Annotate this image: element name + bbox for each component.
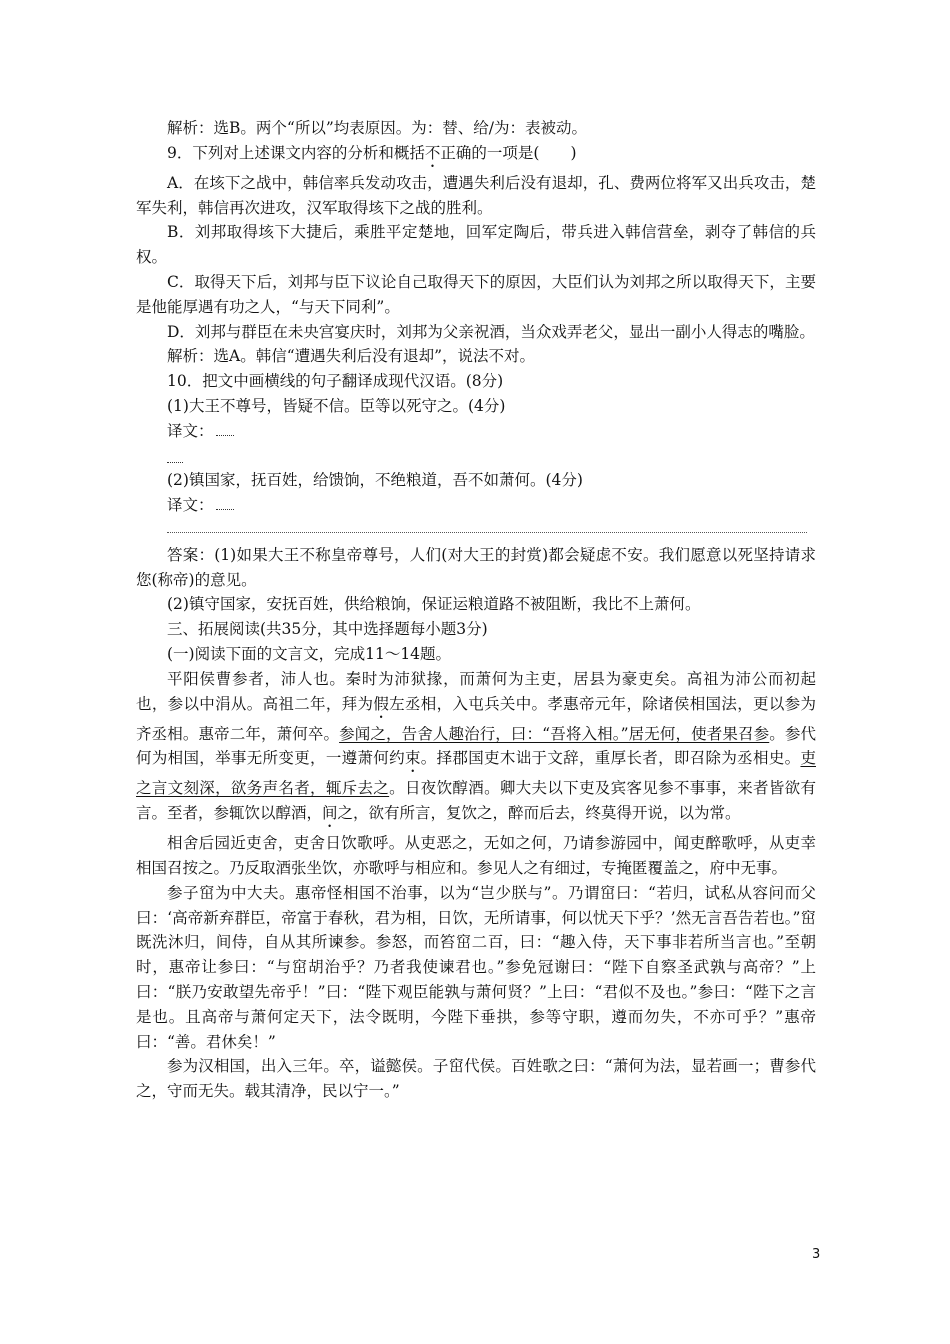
underlined-sentence-1: 参闻之，告舍人趣治行，曰：“吾将入相。”居无何，使者果召参 [339, 724, 770, 743]
emphasis-shu: 束 [404, 749, 421, 768]
document-page [136, 116, 816, 1104]
q9-option-a: A．在垓下之战中，韩信率兵发动攻击，遭遇失利后没有退却，孔、费两位将军又出兵攻击，楚军失利，韩信再次进攻，汉军取得垓下之战的胜利。 [136, 173, 816, 217]
answer-line [167, 462, 183, 463]
q9-emphasis: 不 [424, 143, 441, 162]
text-run: 。参代何为相国，举事无所变更，一遵萧何约 [136, 724, 816, 768]
translation-label-2: 译文： [167, 496, 214, 515]
underlined-sentence-2: 吏之言文刻深，欲务声名者，辄斥去之 [136, 749, 816, 798]
emphasis-jia: 假 [373, 694, 390, 713]
text-run: 。日夜饮醇酒。卿大夫以下吏及宾客见参不事事，来者皆欲有言。至者，参辄饮以醇酒， [136, 779, 816, 823]
q9-option-b: B．刘邦取得垓下大捷后，乘胜平定楚地，回军定陶后，带兵进入韩信营垒，剥夺了韩信的兵权。 [136, 223, 816, 267]
answer-line [216, 435, 234, 436]
q10-question: 10．把文中画横线的句子翻译成现代汉语。(8分) [167, 372, 504, 391]
q9-option-c: C．取得天下后，刘邦与臣下议论自己取得天下的原因，大臣们认为刘邦之所以取得天下，主要是他能厚遇有功之人，“与天下同利”。 [136, 272, 816, 316]
page-number: 3 [812, 1247, 821, 1262]
q9-analysis: 解析：选A。韩信“遭遇失利后没有退却”，说法不对。 [167, 347, 536, 366]
section-3-title: 三、拓展阅读(共35分，其中选择题每小题3分) [167, 620, 488, 639]
q10-answer-1: 答案：(1)如果大王不称皇帝尊号，人们(对大王的封赏)都会疑虑不安。我们愿意以死坚持请求您(称帝)的意见。 [136, 545, 816, 589]
q8-analysis: 解析：选B。两个“所以”均表原因。为：替、给/为：表被动。 [167, 119, 587, 137]
q10-answer-2: (2)镇守国家，安抚百姓，供给粮饷，保证运粮道路不被阻断，我比不上萧何。 [167, 595, 701, 614]
text-run: 之，欲有所言，复饮之，醉而后去，终莫得开说，以为常。 [337, 804, 741, 823]
q9-text-end: 正确的一项是( ) [440, 143, 577, 162]
answer-line [216, 509, 234, 510]
translation-label-1: 译文： [167, 421, 214, 440]
q9-option-d: D．刘邦与群臣在未央宫宴庆时，刘邦为父亲祝酒，当众戏弄老父，显出一副小人得志的嘴脸。 [167, 322, 815, 341]
answer-blank-2 [136, 518, 816, 543]
answer-blank-1 [136, 444, 816, 469]
answer-line [167, 532, 807, 533]
translation-2 [136, 493, 816, 518]
passage-paragraph-2: 相舍后园近吏舍，吏舍日饮歌呼。从吏恶之，无如之何，乃请参游园中，闻吏醉歌呼，从吏幸相国召按之。乃反取酒张坐饮，亦歌呼与相应和。参见人之有细过，专掩匿覆盖之，府中无事。 [136, 834, 816, 877]
passage-paragraph-1 [136, 667, 816, 831]
passage-paragraph-3: 参子窋为中大夫。惠帝怪相国不治事，以为“岂少朕与”。乃谓窋曰：“若归，试私从容问而父曰：‘高帝新弃群臣，帝富于春秋，君为相，日饮，无所请事，何以忧天下乎？’然无言吾告若也。”窋既洗沐归，间侍，自从其所谏参。参怒，而笞窋二百，曰：“趣入侍，天下事非若所当言也。”至朝时，惠帝让参曰：“与窋胡治乎？乃者我使谏君也。”参免冠谢曰：“陛下自察圣武孰与高帝？”上曰：“朕乃安敢望先帝乎！”曰：“陛下观臣能孰与萧何贤？”上曰：“君似不及也。”参曰：“陛下之言是也。且高帝与萧何定天下，法令既明，今陛下垂拱，参等守职，遵而勿失，不亦可乎？”惠帝曰：“善。君休矣！” [136, 883, 816, 1051]
text-run: 左丞相，入屯兵关中。孝惠帝元年，除诸侯相国法，更以参为齐丞相。惠帝二年，萧何卒。 [136, 694, 816, 743]
q10-part1: (1)大王不尊号，皆疑不信。臣等以死守之。(4分) [167, 396, 506, 415]
q9-question [136, 141, 816, 171]
q9-text: 9．下列对上述课文内容的分析和概括 [167, 143, 425, 162]
emphasis-jian: 间 [322, 804, 338, 823]
text-run: 。择郡国吏木诎于文辞，重厚长者，即召除为丞相史。 [420, 749, 801, 768]
q10-part2: (2)镇国家，抚百姓，给馈饷，不绝粮道，吾不如萧何。(4分) [167, 471, 583, 490]
passage-paragraph-4: 参为汉相国，出入三年。卒，谥懿侯。子窋代侯。百姓歌之曰：“萧何为法，显若画一；曹参代之，守而无失。载其清净，民以宁一。” [136, 1057, 816, 1101]
text-run: 平阳侯曹参者，沛人也。秦时为沛狱掾，而萧何为主吏，居县为豪吏矣。高祖为沛公而初起也，参以中涓从。高祖二年，拜为 [136, 669, 816, 713]
subsection-1-title: (一)阅读下面的文言文，完成11～14题。 [167, 644, 452, 663]
translation-1 [136, 419, 816, 444]
